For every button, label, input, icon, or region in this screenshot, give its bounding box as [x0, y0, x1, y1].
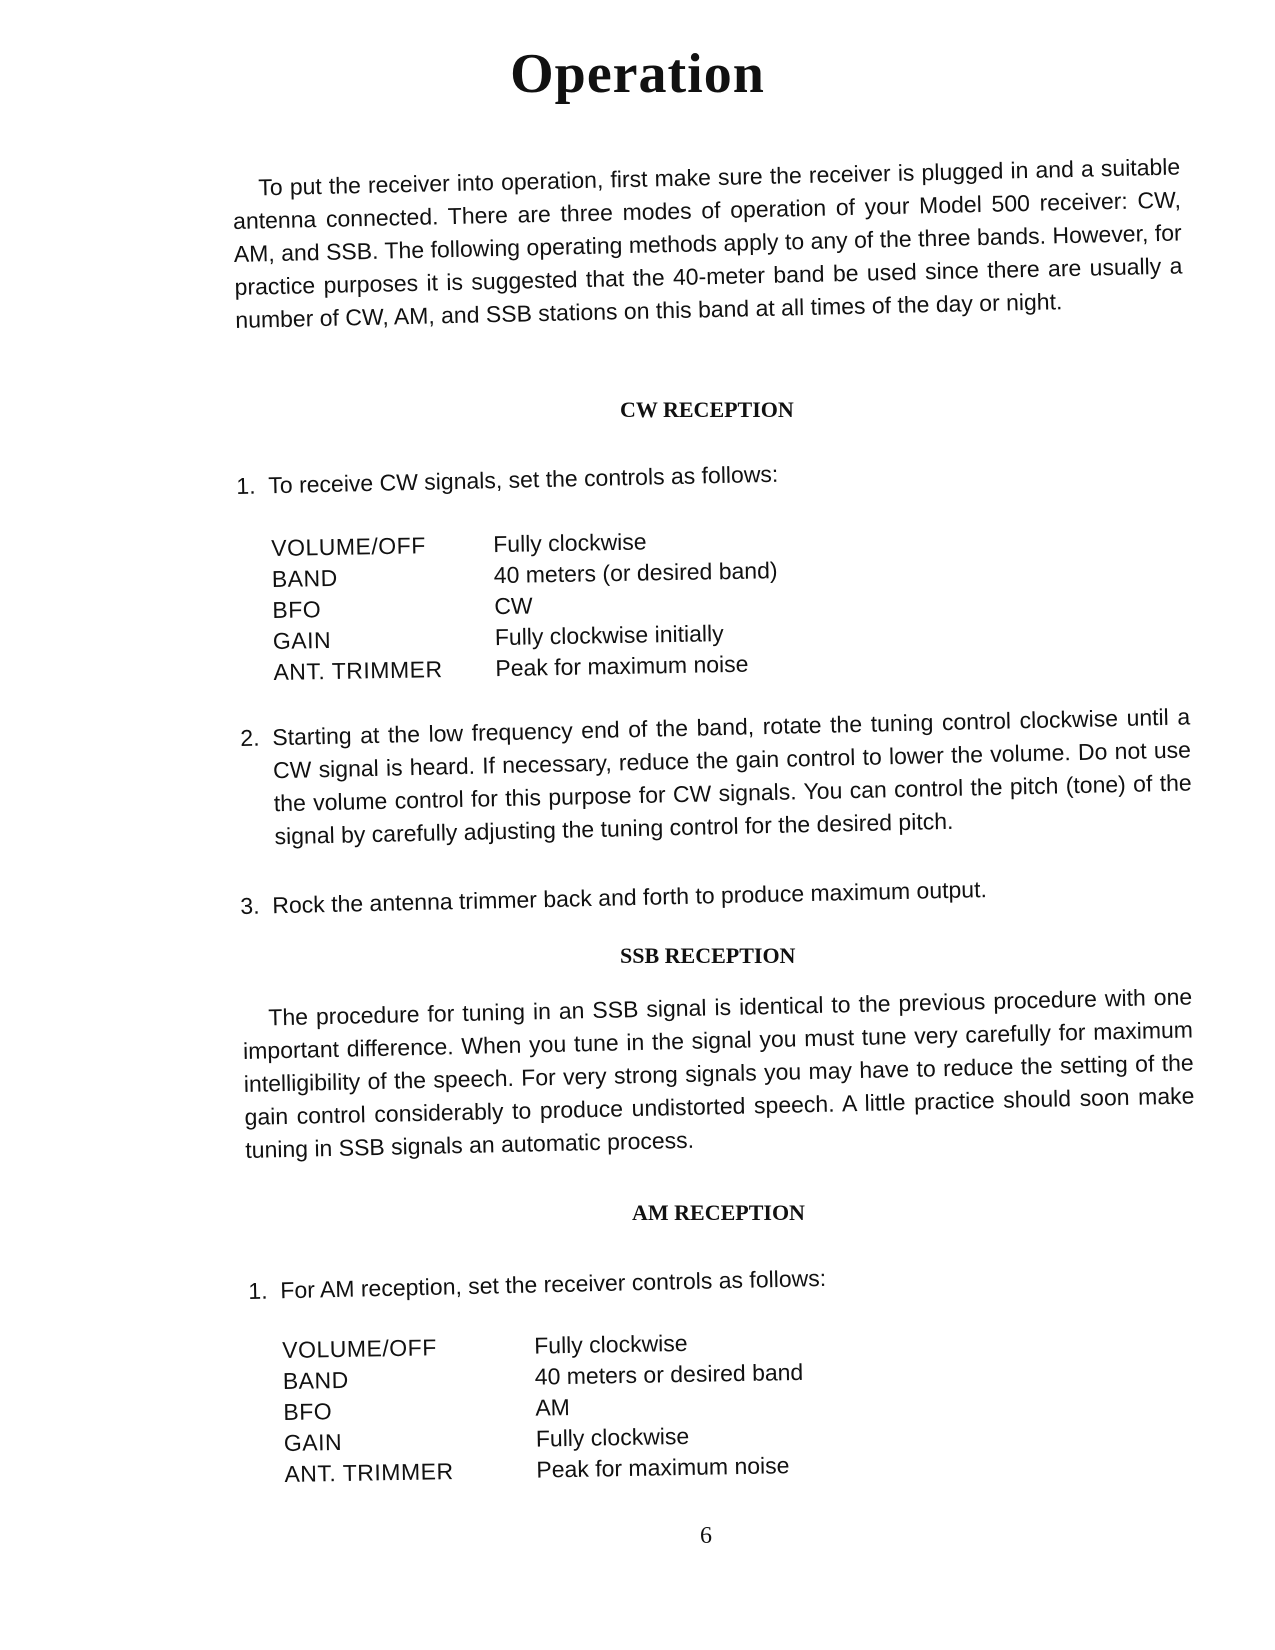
control-name: GAIN: [283, 1428, 343, 1456]
control-name: ANT. TRIMMER: [273, 656, 443, 685]
control-name: BFO: [272, 596, 322, 623]
control-name: GAIN: [272, 626, 332, 654]
cw-controls-table: [271, 523, 874, 688]
am-step-1: [248, 1255, 1149, 1315]
step-number: 3.: [240, 892, 260, 919]
am-controls-table: [282, 1325, 885, 1490]
step-number: 2.: [240, 724, 260, 751]
control-name: ANT. TRIMMER: [284, 1458, 454, 1487]
control-name: BAND: [271, 564, 338, 592]
step-text: To receive CW signals, set the controls as follows:: [268, 460, 779, 499]
control-setting: Fully clockwise: [535, 1422, 690, 1452]
step-text: For AM reception, set the receiver controls as follows:: [280, 1264, 827, 1304]
cw-step-1: [236, 450, 1137, 510]
control-name: VOLUME/OFF: [282, 1334, 437, 1363]
control-setting: 40 meters (or desired band): [493, 557, 778, 589]
control-name: BFO: [283, 1398, 333, 1425]
step-text: Starting at the low frequency end of the band, rotate the tuning control clockwise until a CW signal is heard. If necessary, reduce the gain control to lower the volume. Do not use the volume control for this purpose for CW signals. You can control the pitch (tone) of the signal by carefully adjusting the tuning control for the desired pitch.: [272, 703, 1192, 850]
control-setting: Fully clockwise: [533, 1329, 688, 1359]
control-setting: 40 meters or desired band: [534, 1358, 804, 1390]
control-name: BAND: [282, 1366, 349, 1394]
cw-step-2: [240, 700, 1204, 892]
step-number: 1.: [236, 472, 256, 499]
control-name: VOLUME/OFF: [271, 532, 426, 561]
control-setting: AM: [535, 1393, 571, 1421]
step-text: Rock the antenna trimmer back and forth to produce maximum output.: [272, 876, 988, 919]
control-setting: Peak for maximum noise: [495, 650, 749, 682]
control-setting: Fully clockwise: [493, 528, 647, 558]
page-title: Operation: [510, 43, 765, 105]
ssb-paragraph: The procedure for tuning in an SSB signal is identical to the previous procedure with one important difference. When you tune in the signal you must tune very carefully for maximum intelligibility of the speech. For very strong signals you may have to reduce the setting of the gain control considerably to produce undistorted speech. A little practice should soon make tuning in SSB signals an automatic process.: [242, 983, 1195, 1163]
intro-paragraph: To put the receiver into operation, first make sure the receiver is plugged in and a suitable antenna connected. There are three modes of operation of your Model 500 receiver: CW, AM, and SSB. The following operating methods apply to any of the three bands. However, for practice purposes it is suggested that the 40-meter band be used since there are usually a number of CW, AM, and SSB stations on this band at all times of the day or night.: [232, 153, 1183, 333]
control-setting: Peak for maximum noise: [536, 1452, 790, 1483]
am-reception-heading: AM RECEPTION: [632, 1200, 805, 1225]
ssb-reception-heading: SSB RECEPTION: [620, 943, 796, 968]
page-number: 6: [700, 1523, 712, 1549]
control-setting: CW: [494, 592, 533, 620]
control-setting: Fully clockwise initially: [494, 620, 724, 651]
cw-reception-heading: CW RECEPTION: [620, 397, 794, 422]
step-number: 1.: [248, 1277, 268, 1304]
